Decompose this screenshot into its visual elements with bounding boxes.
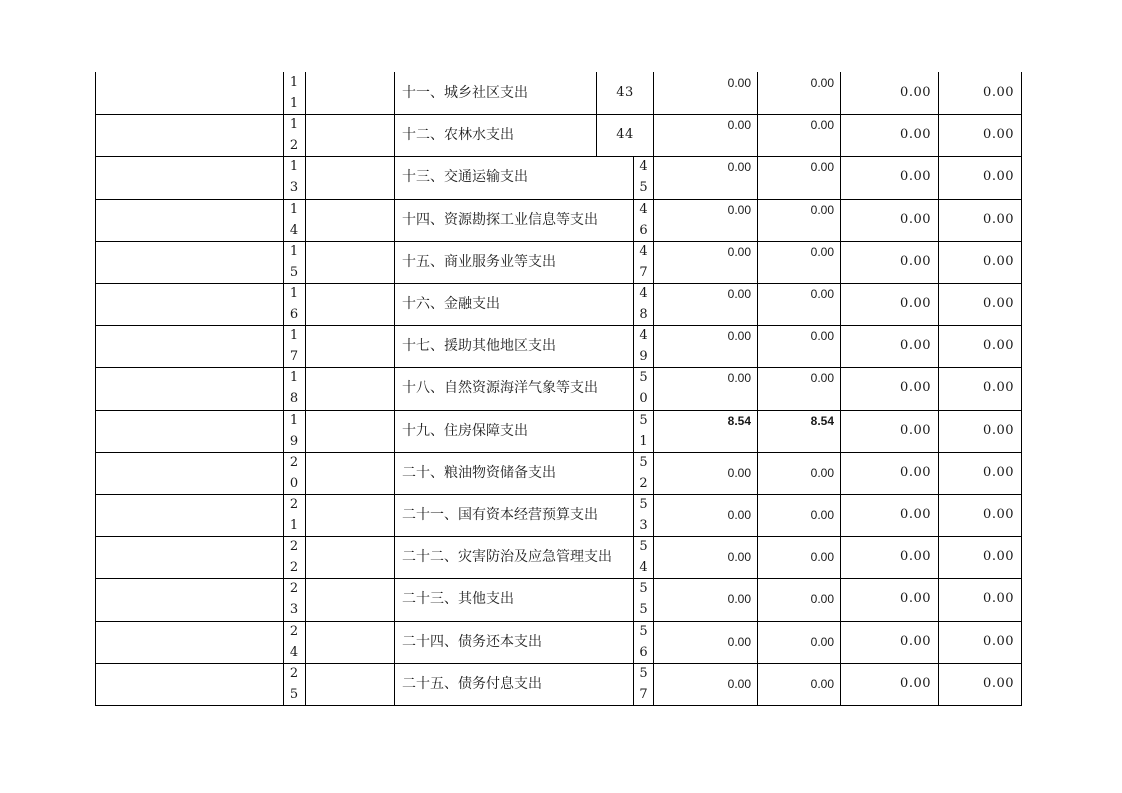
- line-no-digit: 5: [639, 454, 648, 470]
- seq-digit: 1: [289, 412, 299, 428]
- column-divider: [394, 72, 395, 705]
- seq-digit: 6: [289, 307, 299, 322]
- seq-digit: 8: [289, 391, 299, 407]
- value-col-3: 0.00: [900, 253, 931, 269]
- seq-digit: 2: [289, 454, 299, 470]
- value-col-4: 0.00: [983, 380, 1014, 396]
- line-no-digit: 5: [639, 539, 648, 555]
- line-no: 43: [616, 85, 634, 100]
- line-no-digit: 5: [639, 623, 648, 639]
- value-col-1: 0.00: [727, 244, 751, 259]
- line-no-digit: 7: [639, 686, 648, 702]
- value-col-4: 0.00: [983, 296, 1014, 311]
- item-label: 二十一、国有资本经营预算支出: [402, 507, 598, 523]
- value-col-2: 0.00: [810, 118, 834, 133]
- line-no-digit: 4: [639, 159, 648, 175]
- item-label: 十四、资源勘探工业信息等支出: [402, 211, 598, 228]
- seq-digit: 1: [289, 159, 299, 175]
- value-col-2: 0.00: [810, 329, 834, 344]
- value-col-3: 0.00: [900, 211, 931, 227]
- value-col-4: 0.00: [983, 633, 1014, 649]
- item-label: 十七、援助其他地区支出: [402, 338, 556, 355]
- value-col-1: 8.54: [727, 413, 751, 428]
- value-col-4: 0.00: [983, 85, 1014, 100]
- column-divider: [1021, 72, 1022, 705]
- seq-digit: 2: [289, 539, 299, 555]
- value-col-1: 0.00: [727, 76, 751, 90]
- seq-digit: 1: [289, 243, 299, 259]
- seq-digit: 3: [289, 602, 299, 618]
- value-col-2: 0.00: [810, 202, 834, 217]
- line-no-digit: 1: [639, 433, 648, 449]
- seq-digit: 3: [289, 180, 299, 196]
- value-col-2: 0.00: [810, 634, 834, 649]
- value-col-1: 0.00: [727, 508, 751, 522]
- seq-digit: 2: [289, 138, 299, 154]
- value-col-4: 0.00: [983, 675, 1014, 691]
- line-no-digit: 3: [639, 518, 648, 533]
- line-no-digit: 6: [639, 222, 648, 238]
- seq-digit: 1: [289, 75, 299, 90]
- seq-digit: 2: [289, 560, 299, 576]
- seq-digit: 1: [289, 518, 299, 533]
- line-no-digit: 2: [639, 475, 648, 491]
- line-no-digit: 4: [639, 328, 648, 344]
- seq-digit: 1: [289, 286, 299, 301]
- value-col-2: 0.00: [810, 160, 834, 175]
- line-no-digit: 5: [639, 581, 648, 597]
- value-col-4: 0.00: [983, 169, 1014, 185]
- line-no-digit: 4: [639, 560, 648, 576]
- seq-digit: 5: [289, 686, 299, 702]
- item-label: 十一、城乡社区支出: [402, 85, 528, 101]
- value-col-3: 0.00: [900, 507, 931, 522]
- seq-digit: 4: [289, 644, 299, 660]
- value-col-1: 0.00: [727, 371, 751, 386]
- item-label: 二十三、其他支出: [402, 591, 514, 608]
- value-col-3: 0.00: [900, 591, 931, 607]
- value-col-4: 0.00: [983, 422, 1014, 438]
- value-col-4: 0.00: [983, 549, 1014, 565]
- seq-digit: 7: [289, 349, 299, 365]
- value-col-4: 0.00: [983, 507, 1014, 522]
- seq-digit: 1: [289, 117, 299, 133]
- item-label: 十五、商业服务业等支出: [402, 253, 556, 270]
- seq-digit: 1: [289, 201, 299, 217]
- item-label: 十九、住房保障支出: [402, 422, 528, 439]
- value-col-2: 8.54: [810, 413, 834, 428]
- value-col-1: 0.00: [727, 118, 751, 133]
- column-divider: [305, 72, 306, 705]
- seq-digit: 2: [289, 623, 299, 639]
- line-no-digit: 8: [639, 307, 648, 322]
- value-col-3: 0.00: [900, 85, 931, 100]
- value-col-2: 0.00: [810, 592, 834, 607]
- value-col-4: 0.00: [983, 211, 1014, 227]
- value-col-2: 0.00: [810, 465, 834, 480]
- seq-digit: 5: [289, 264, 299, 280]
- value-col-4: 0.00: [983, 591, 1014, 607]
- value-col-4: 0.00: [983, 253, 1014, 269]
- seq-digit: 2: [289, 665, 299, 681]
- value-col-1: 0.00: [727, 465, 751, 480]
- line-no-digit: 6: [639, 644, 648, 660]
- seq-digit: 1: [289, 96, 299, 111]
- value-col-3: 0.00: [900, 338, 931, 354]
- line-no: 44: [616, 127, 634, 143]
- line-no-digit: 4: [639, 201, 648, 217]
- value-col-3: 0.00: [900, 675, 931, 691]
- value-col-1: 0.00: [727, 676, 751, 691]
- item-label: 二十四、债务还本支出: [402, 633, 542, 650]
- line-no-digit: 7: [639, 264, 648, 280]
- line-no-digit: 5: [639, 180, 648, 196]
- value-col-3: 0.00: [900, 633, 931, 649]
- value-col-1: 0.00: [727, 160, 751, 175]
- line-no-digit: 0: [639, 391, 648, 407]
- seq-digit: 9: [289, 433, 299, 449]
- value-col-1: 0.00: [727, 202, 751, 217]
- value-col-3: 0.00: [900, 296, 931, 311]
- value-col-1: 0.00: [727, 550, 751, 565]
- value-col-2: 0.00: [810, 550, 834, 565]
- value-col-2: 0.00: [810, 76, 834, 90]
- line-no-digit: 4: [639, 243, 648, 259]
- line-no-digit: 5: [639, 497, 648, 512]
- column-divider: [95, 72, 96, 705]
- value-col-3: 0.00: [900, 169, 931, 185]
- value-col-3: 0.00: [900, 464, 931, 480]
- row-divider: [95, 705, 1022, 706]
- item-label: 十六、金融支出: [402, 296, 500, 312]
- value-col-1: 0.00: [727, 329, 751, 344]
- seq-digit: 4: [289, 222, 299, 238]
- value-col-4: 0.00: [983, 127, 1014, 143]
- seq-digit: 2: [289, 581, 299, 597]
- seq-digit: 1: [289, 370, 299, 386]
- value-col-2: 0.00: [810, 676, 834, 691]
- line-no-digit: 5: [639, 370, 648, 386]
- line-no-digit: 5: [639, 412, 648, 428]
- item-label: 二十五、债务付息支出: [402, 675, 542, 692]
- line-no-digit: 4: [639, 286, 648, 301]
- value-col-4: 0.00: [983, 338, 1014, 354]
- value-col-2: 0.00: [810, 508, 834, 522]
- value-col-4: 0.00: [983, 464, 1014, 480]
- item-label: 十二、农林水支出: [402, 127, 514, 144]
- line-no-digit: 5: [639, 665, 648, 681]
- seq-digit: 1: [289, 328, 299, 344]
- value-col-3: 0.00: [900, 380, 931, 396]
- item-label: 十三、交通运输支出: [402, 169, 528, 186]
- seq-digit: 0: [289, 475, 299, 491]
- item-label: 二十、粮油物资储备支出: [402, 464, 556, 481]
- value-col-2: 0.00: [810, 244, 834, 259]
- value-col-3: 0.00: [900, 127, 931, 143]
- value-col-3: 0.00: [900, 422, 931, 438]
- value-col-1: 0.00: [727, 287, 751, 301]
- line-no-digit: 5: [639, 602, 648, 618]
- line-no-digit: 9: [639, 349, 648, 365]
- item-label: 十八、自然资源海洋气象等支出: [402, 380, 598, 397]
- value-col-3: 0.00: [900, 549, 931, 565]
- value-col-1: 0.00: [727, 634, 751, 649]
- item-label: 二十二、灾害防治及应急管理支出: [402, 549, 612, 566]
- value-col-1: 0.00: [727, 592, 751, 607]
- value-col-2: 0.00: [810, 371, 834, 386]
- seq-digit: 2: [289, 497, 299, 512]
- value-col-2: 0.00: [810, 287, 834, 301]
